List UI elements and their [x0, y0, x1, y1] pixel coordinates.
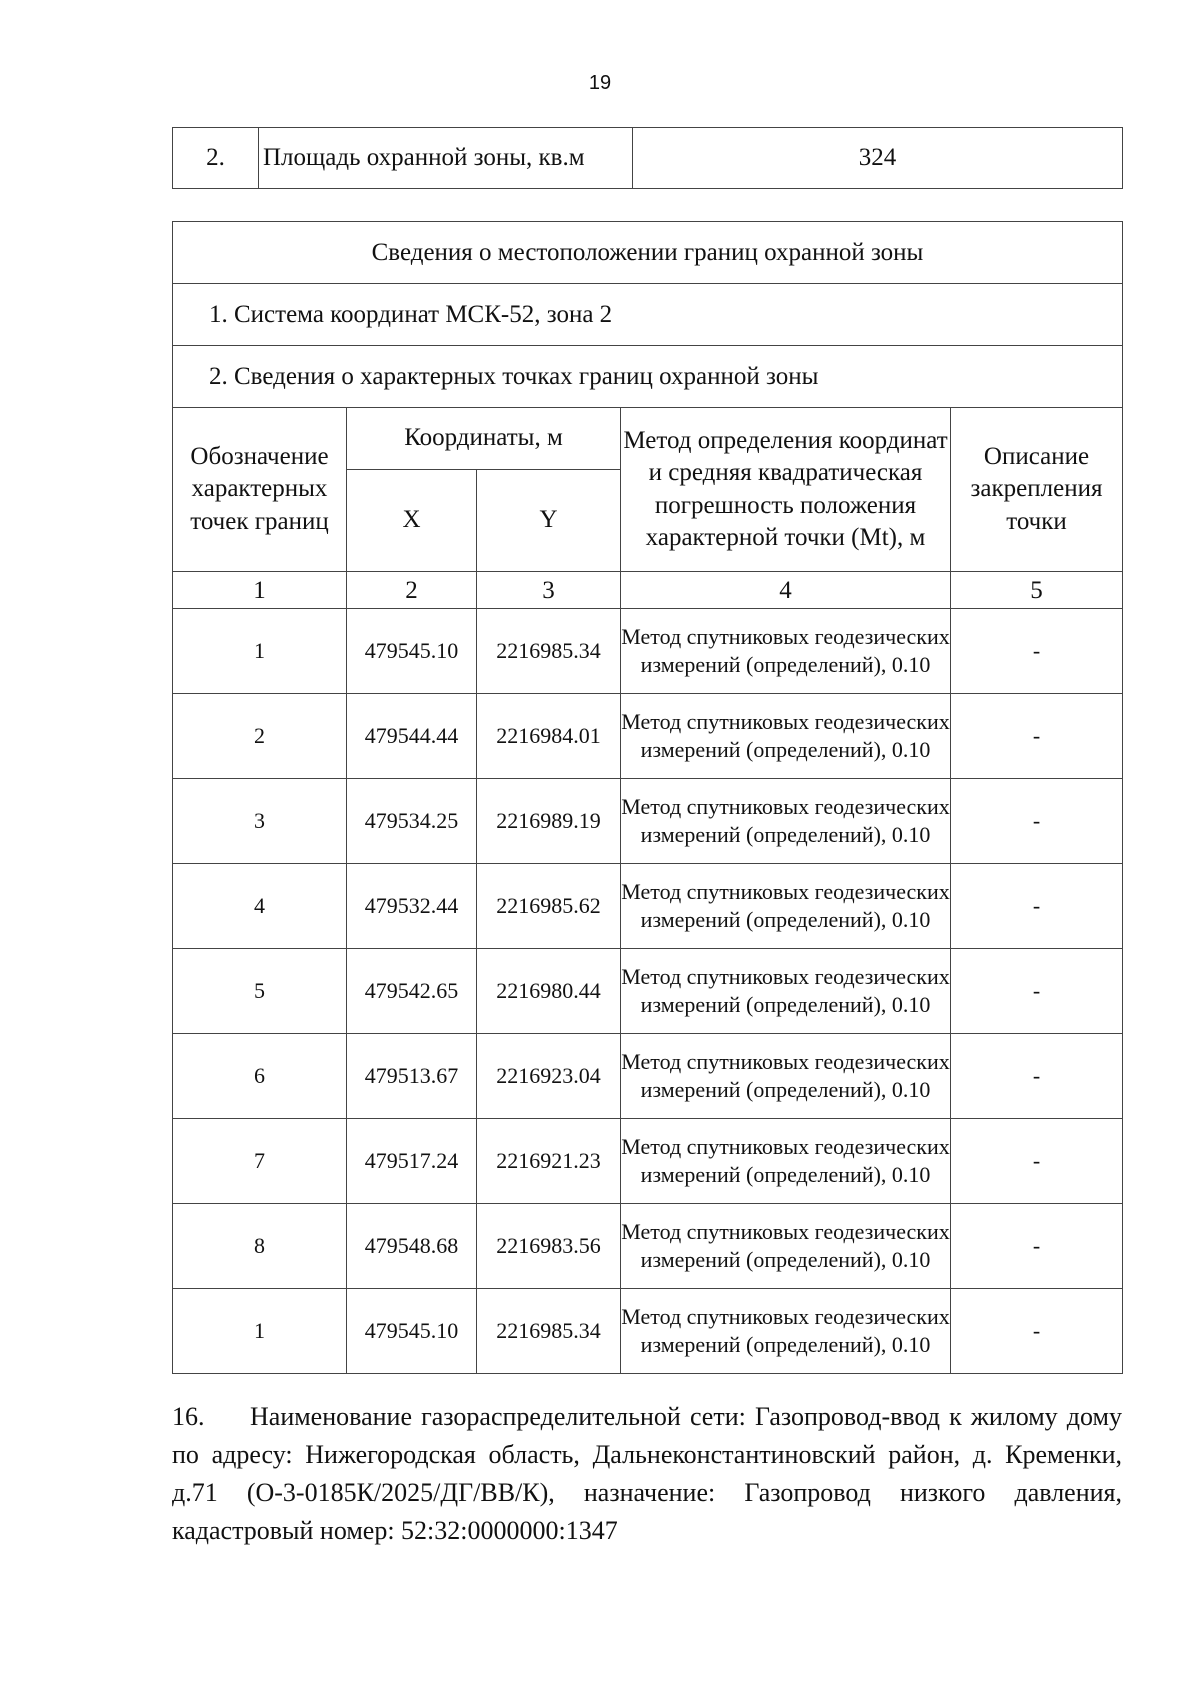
- method: Метод спутниковых геодезических измерений (определений), 0.10: [621, 694, 951, 779]
- method: Метод спутниковых геодезических измерений (определений), 0.10: [621, 1034, 951, 1119]
- col-number: 3: [477, 572, 621, 609]
- points-caption: 2. Сведения о характерных точках границ охранной зоны: [173, 346, 1123, 408]
- point-description: -: [951, 864, 1123, 949]
- method: Метод спутниковых геодезических измерений (определений), 0.10: [621, 1119, 951, 1204]
- column-numbers-row: [173, 572, 1123, 609]
- coord-x: 479544.44: [347, 694, 477, 779]
- table-row: [173, 1119, 1123, 1204]
- method: Метод спутниковых геодезических измерений (определений), 0.10: [621, 609, 951, 694]
- col-number: 4: [621, 572, 951, 609]
- table-title: Сведения о местоположении границ охранной зоны: [173, 222, 1123, 284]
- coord-y: 2216921.23: [477, 1119, 621, 1204]
- point-description: -: [951, 1289, 1123, 1374]
- point-description: -: [951, 1034, 1123, 1119]
- coord-x: 479513.67: [347, 1034, 477, 1119]
- header-description: Описание закрепления точки: [951, 408, 1123, 572]
- point-description: -: [951, 779, 1123, 864]
- table-row: [173, 864, 1123, 949]
- point-description: -: [951, 694, 1123, 779]
- point-description: -: [951, 1119, 1123, 1204]
- coord-x: 479532.44: [347, 864, 477, 949]
- table-row: [173, 609, 1123, 694]
- coord-y: 2216989.19: [477, 779, 621, 864]
- coord-y: 2216923.04: [477, 1034, 621, 1119]
- header-method: Метод определения координат и средняя квадратическая погрешность положения характерной точки (Mt), м: [621, 408, 951, 572]
- point-designation: 4: [173, 864, 347, 949]
- area-label: Площадь охранной зоны, кв.м: [259, 128, 633, 189]
- header-y: Y: [477, 470, 621, 572]
- coord-y: 2216985.34: [477, 1289, 621, 1374]
- coord-x: 479545.10: [347, 1289, 477, 1374]
- points-caption-row: [173, 346, 1123, 408]
- coord-y: 2216980.44: [477, 949, 621, 1034]
- method: Метод спутниковых геодезических измерений (определений), 0.10: [621, 1289, 951, 1374]
- coord-y: 2216985.62: [477, 864, 621, 949]
- col-number: 1: [173, 572, 347, 609]
- point-description: -: [951, 949, 1123, 1034]
- point-description: -: [951, 609, 1123, 694]
- point-designation: 1: [173, 1289, 347, 1374]
- header-row-top: [173, 408, 1123, 470]
- table-row: [173, 1289, 1123, 1374]
- coord-x: 479542.65: [347, 949, 477, 1034]
- table-title-row: [173, 222, 1123, 284]
- coord-y: 2216985.34: [477, 609, 621, 694]
- coord-x: 479545.10: [347, 609, 477, 694]
- area-value: 324: [633, 128, 1123, 189]
- coord-x: 479534.25: [347, 779, 477, 864]
- table-row: [173, 1034, 1123, 1119]
- method: Метод спутниковых геодезических измерений (определений), 0.10: [621, 949, 951, 1034]
- area-row-number: 2.: [173, 128, 259, 189]
- col-number: 2: [347, 572, 477, 609]
- header-designation: Обозначение характерных точек границ: [173, 408, 347, 572]
- paragraph-text: Наименование газораспределительной сети: Газопровод-ввод к жилому дому по адресу: Нижегородская область, Дальнеконстантиновский район, д. Кременки, д.71 (О-3-0185К/2025/ДГ/ВВ/К), назначение: Газопровод низкого давления, кадастровый номер: 52:32:0000000:1347: [172, 1402, 1122, 1545]
- point-description: -: [951, 1204, 1123, 1289]
- table-row: [173, 779, 1123, 864]
- point-designation: 6: [173, 1034, 347, 1119]
- point-designation: 7: [173, 1119, 347, 1204]
- method: Метод спутниковых геодезических измерений (определений), 0.10: [621, 1204, 951, 1289]
- coord-system-row: [173, 284, 1123, 346]
- coord-x: 479517.24: [347, 1119, 477, 1204]
- point-designation: 2: [173, 694, 347, 779]
- header-coords: Координаты, м: [347, 408, 621, 470]
- coord-system: 1. Система координат МСК-52, зона 2: [173, 284, 1123, 346]
- page-number: 19: [588, 72, 612, 94]
- table-row: [173, 949, 1123, 1034]
- coord-y: 2216984.01: [477, 694, 621, 779]
- boundary-points-table: [172, 221, 1123, 1374]
- coord-x: 479548.68: [347, 1204, 477, 1289]
- method: Метод спутниковых геодезических измерений (определений), 0.10: [621, 864, 951, 949]
- col-number: 5: [951, 572, 1123, 609]
- point-designation: 3: [173, 779, 347, 864]
- header-x: X: [347, 470, 477, 572]
- section-paragraph: [172, 1398, 1122, 1550]
- area-row: [173, 128, 1123, 189]
- point-designation: 8: [173, 1204, 347, 1289]
- paragraph-number: 16.: [172, 1402, 205, 1431]
- method: Метод спутниковых геодезических измерений (определений), 0.10: [621, 779, 951, 864]
- table-row: [173, 694, 1123, 779]
- point-designation: 5: [173, 949, 347, 1034]
- table-row: [173, 1204, 1123, 1289]
- coord-y: 2216983.56: [477, 1204, 621, 1289]
- area-table: [172, 127, 1123, 189]
- point-designation: 1: [173, 609, 347, 694]
